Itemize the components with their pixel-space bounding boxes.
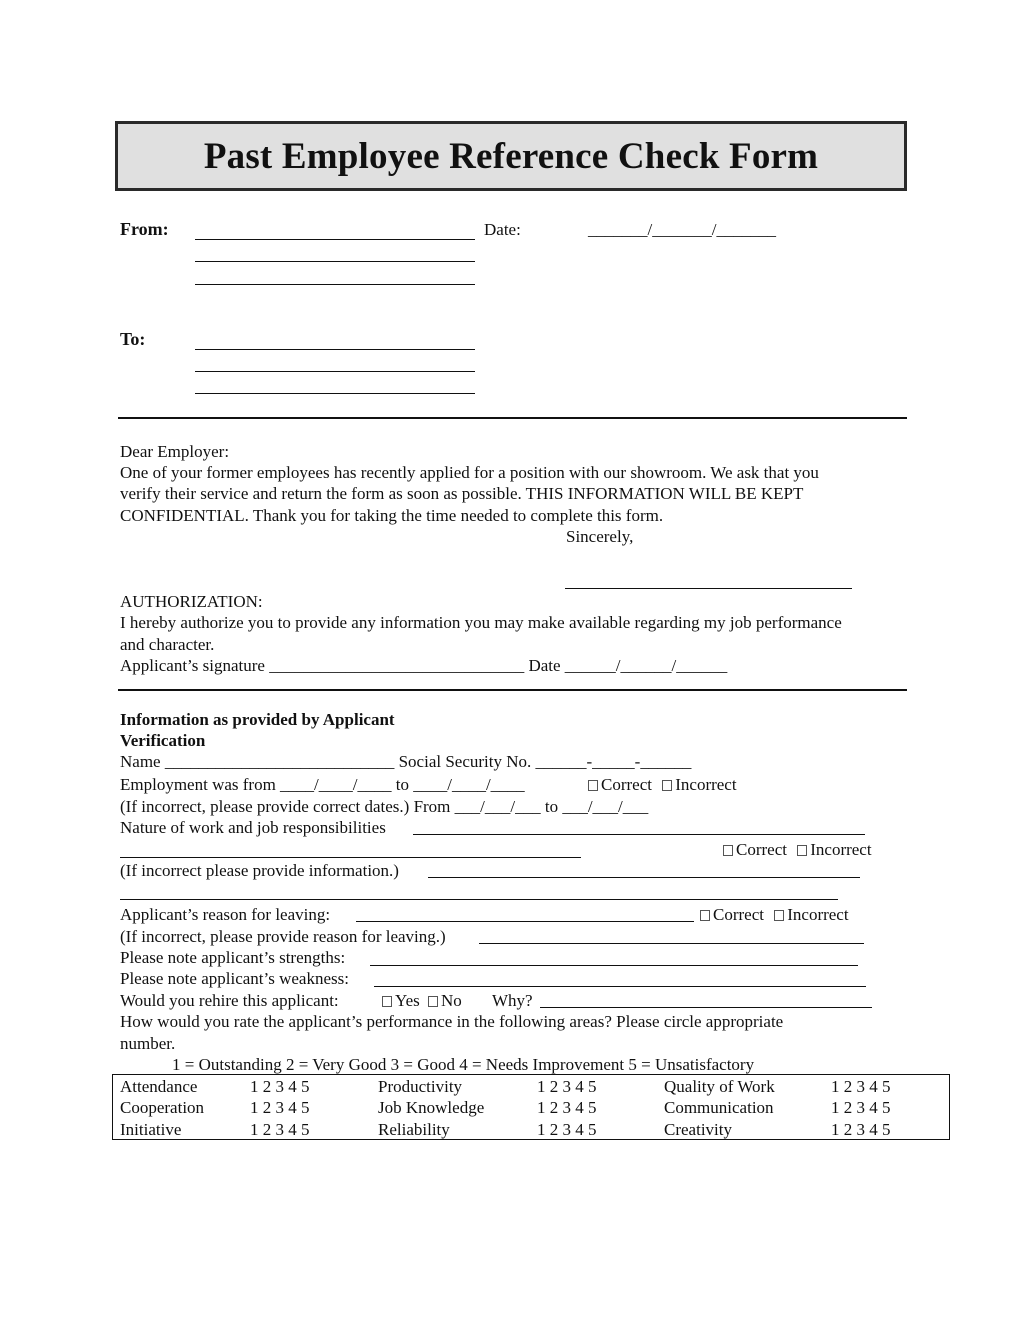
nature-of-work-line-1[interactable] (413, 834, 865, 835)
reason-correct-checkbox[interactable] (700, 910, 710, 921)
nature-correct-checkbox[interactable] (723, 845, 733, 856)
salutation: Dear Employer: (120, 442, 230, 461)
employment-correct-label: Correct (601, 775, 652, 794)
rating-scale-initiative[interactable]: 1 2 3 4 5 (250, 1120, 310, 1139)
rating-scale-creativity[interactable]: 1 2 3 4 5 (831, 1120, 891, 1139)
rehire-label: Would you rehire this applicant: (120, 991, 339, 1010)
nature-correct-label: Correct (736, 840, 787, 859)
letter-line-3: CONFIDENTIAL. Thank you for taking the time needed to complete this form. (120, 506, 664, 525)
from-line-3[interactable] (195, 284, 475, 285)
verification-heading: Verification (120, 731, 206, 750)
rehire-options (382, 991, 462, 1011)
authorization-line-1: I hereby authorize you to provide any information you may make available regarding my job performance (120, 613, 842, 632)
letter-line-2: verify their service and return the form as soon as possible. THIS INFORMATION WILL BE KEPT (120, 484, 804, 503)
rehire-no-label: No (441, 991, 462, 1010)
applicant-signature-line[interactable]: Applicant’s signature ______________________________ Date ______/______/______ (120, 656, 728, 675)
rating-label-cooperation: Cooperation (120, 1098, 205, 1117)
employment-incorrect-label: Incorrect (675, 775, 737, 794)
strengths-label: Please note applicant’s strengths: (120, 948, 346, 967)
from-line-2[interactable] (195, 261, 475, 262)
incorrect-reason-line[interactable] (479, 943, 864, 944)
incorrect-reason-label: (If incorrect, please provide reason for leaving.) (120, 927, 446, 946)
rating-scale-communication[interactable]: 1 2 3 4 5 (831, 1098, 891, 1117)
letter-line-1: One of your former employees has recently applied for a position with our showroom. We ask that you (120, 463, 819, 482)
reason-for-leaving-line[interactable] (356, 921, 694, 922)
date-field[interactable]: _______/_______/_______ (588, 220, 776, 239)
rate-instruction-line-1: How would you rate the applicant’s performance in the following areas? Please circle appropriate (120, 1012, 784, 1031)
reason-correct-label: Correct (713, 905, 764, 924)
employment-incorrect-checkbox[interactable] (662, 780, 672, 791)
employment-correct-checkbox[interactable] (588, 780, 598, 791)
form-title-box (115, 121, 907, 191)
nature-of-work-line-2[interactable] (120, 857, 581, 858)
rating-label-quality-of-work: Quality of Work (664, 1077, 775, 1096)
strengths-line[interactable] (370, 965, 858, 966)
incorrect-info-line-2[interactable] (120, 899, 838, 900)
form-title: Past Employee Reference Check Form (203, 135, 819, 177)
why-label: Why? (492, 991, 533, 1010)
incorrect-info-label: (If incorrect please provide information.) (120, 861, 399, 880)
section-divider-1 (118, 417, 907, 419)
nature-incorrect-label: Incorrect (810, 840, 872, 859)
ratings-table (112, 1074, 950, 1140)
rating-label-attendance: Attendance (120, 1077, 198, 1096)
nature-of-work-label: Nature of work and job responsibilities (120, 818, 386, 837)
rating-label-communication: Communication (664, 1098, 774, 1117)
reason-incorrect-checkbox[interactable] (774, 910, 784, 921)
rating-scale-legend: 1 = Outstanding 2 = Very Good 3 = Good 4 = Needs Improvement 5 = Unsatisfactory (172, 1055, 755, 1074)
authorization-line-2: and character. (120, 635, 215, 654)
rehire-yes-checkbox[interactable] (382, 996, 392, 1007)
rating-scale-reliability[interactable]: 1 2 3 4 5 (537, 1120, 597, 1139)
to-line-1[interactable] (195, 349, 475, 350)
from-label: From: (120, 219, 169, 239)
nature-incorrect-checkbox[interactable] (797, 845, 807, 856)
rating-label-creativity: Creativity (664, 1120, 732, 1139)
employment-verify-group (588, 775, 737, 795)
rate-instruction-line-2: number. (120, 1034, 176, 1053)
employer-signature-line[interactable] (565, 588, 852, 589)
correct-dates-line[interactable]: (If incorrect, please provide correct dates.) From ___/___/___ to ___/___/___ (120, 797, 649, 816)
nature-verify-group (723, 840, 872, 860)
name-ssn-line[interactable]: Name ___________________________ Social Security No. ______-_____-______ (120, 752, 692, 771)
to-line-3[interactable] (195, 393, 475, 394)
rating-scale-productivity[interactable]: 1 2 3 4 5 (537, 1077, 597, 1096)
section-divider-2 (118, 689, 907, 691)
to-label: To: (120, 329, 146, 349)
date-label: Date: (484, 220, 521, 239)
weakness-line[interactable] (374, 986, 866, 987)
rehire-no-checkbox[interactable] (428, 996, 438, 1007)
why-line[interactable] (540, 1007, 872, 1008)
employment-dates-line[interactable]: Employment was from ____/____/____ to ____/____/____ (120, 775, 525, 794)
rating-scale-cooperation[interactable]: 1 2 3 4 5 (250, 1098, 310, 1117)
rating-scale-attendance[interactable]: 1 2 3 4 5 (250, 1077, 310, 1096)
weakness-label: Please note applicant’s weakness: (120, 969, 349, 988)
rating-label-initiative: Initiative (120, 1120, 182, 1139)
reason-for-leaving-label: Applicant’s reason for leaving: (120, 905, 331, 924)
rating-scale-quality-of-work[interactable]: 1 2 3 4 5 (831, 1077, 891, 1096)
rating-scale-job-knowledge[interactable]: 1 2 3 4 5 (537, 1098, 597, 1117)
from-line-1[interactable] (195, 239, 475, 240)
closing: Sincerely, (566, 527, 634, 546)
to-line-2[interactable] (195, 371, 475, 372)
rating-label-job-knowledge: Job Knowledge (378, 1098, 485, 1117)
reason-incorrect-label: Incorrect (787, 905, 849, 924)
authorization-heading: AUTHORIZATION: (120, 592, 263, 611)
rehire-yes-label: Yes (395, 991, 420, 1010)
reason-verify-group (700, 905, 849, 925)
rating-label-reliability: Reliability (378, 1120, 450, 1139)
applicant-info-heading: Information as provided by Applicant (120, 710, 395, 729)
rating-label-productivity: Productivity (378, 1077, 463, 1096)
incorrect-info-line-1[interactable] (428, 877, 860, 878)
